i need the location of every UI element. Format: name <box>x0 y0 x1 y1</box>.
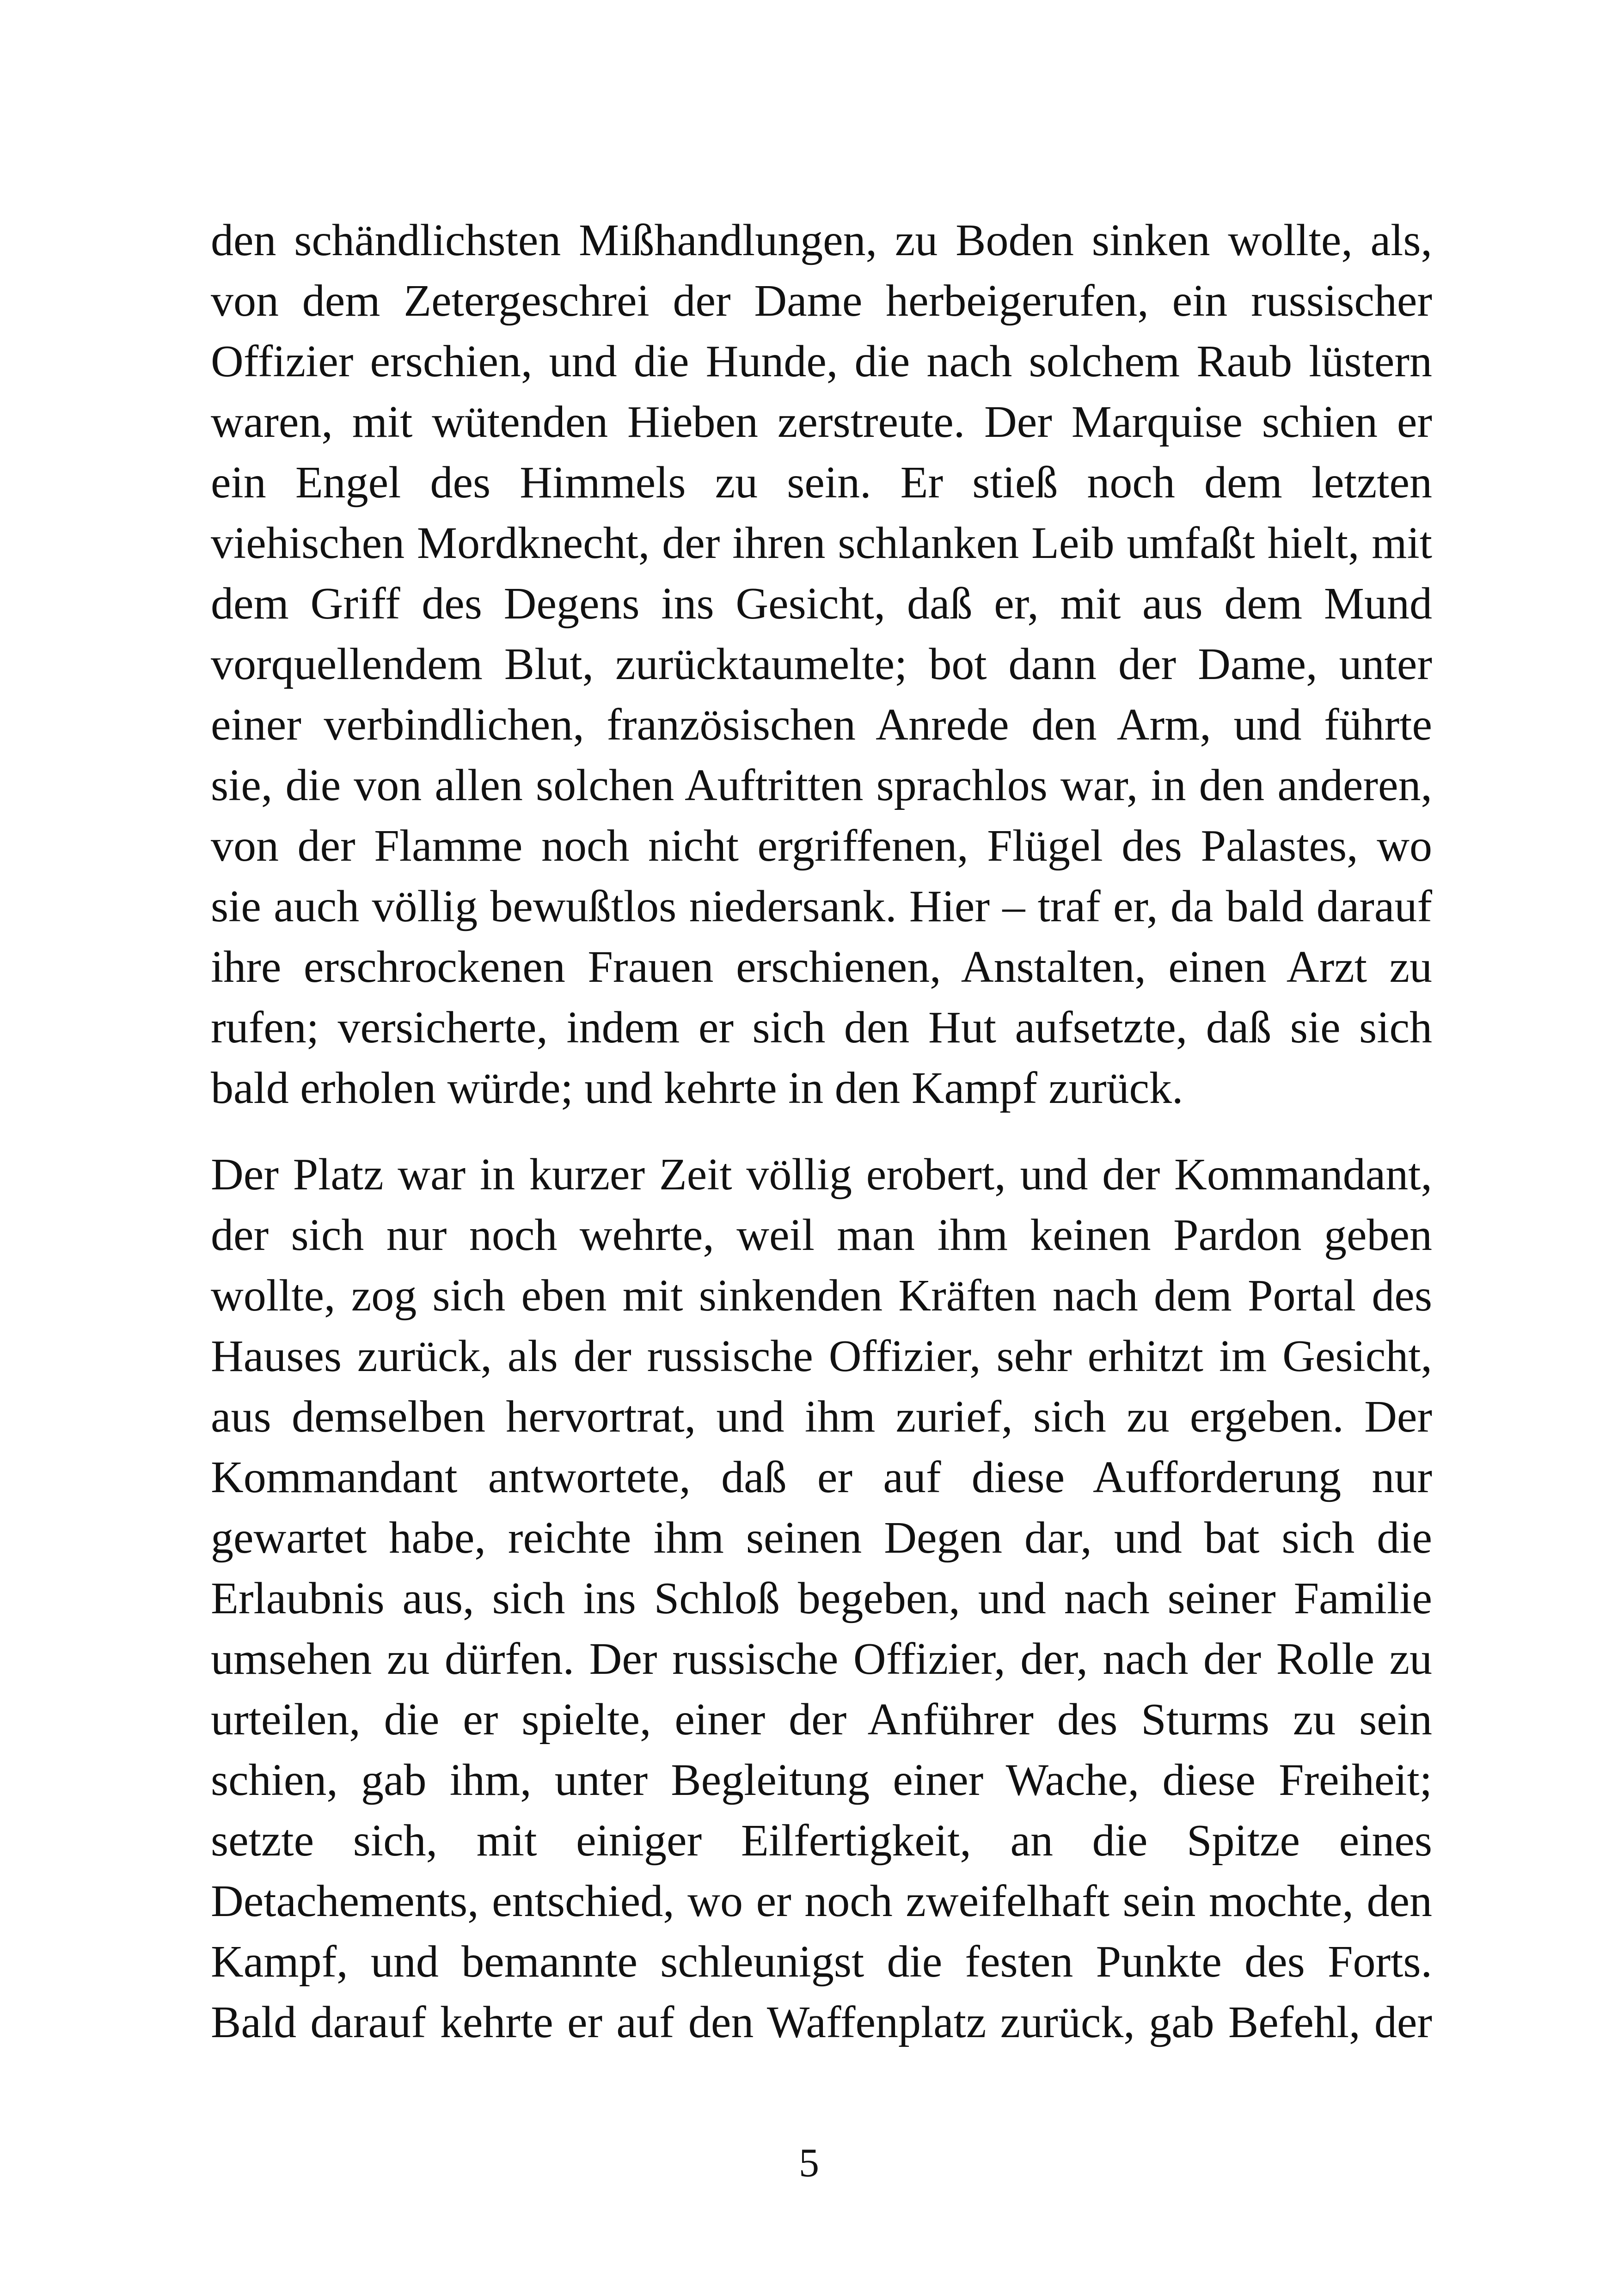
text-line: von der Flamme noch nicht ergriffenen, Flügel des Palastes, wo <box>211 821 1432 871</box>
text-line: bald erholen würde; und kehrte in den Kampf zurück. <box>211 1063 1183 1113</box>
text-line: von dem Zetergeschrei der Dame herbeigerufen, ein russischer <box>211 276 1432 326</box>
paragraph-2 <box>211 1145 1432 2053</box>
text-line: schien, gab ihm, unter Begleitung einer Wache, diese Freiheit; <box>211 1755 1432 1805</box>
paragraph-1 <box>211 210 1432 1119</box>
text-line: Bald darauf kehrte er auf den Waffenplatz zurück, gab Befehl, der <box>211 1997 1432 2047</box>
text-line: ihre erschrockenen Frauen erschienen, Anstalten, einen Arzt zu <box>211 942 1432 992</box>
text-line: sie auch völlig bewußtlos niedersank. Hier – traf er, da bald darauf <box>211 882 1432 931</box>
text-line: der sich nur noch wehrte, weil man ihm keinen Pardon geben <box>211 1210 1432 1260</box>
text-line: Offizier erschien, und die Hunde, die nach solchem Raub lüstern <box>211 337 1432 386</box>
text-line: aus demselben hervortrat, und ihm zurief, sich zu ergeben. Der <box>211 1392 1432 1442</box>
text-line: vorquellendem Blut, zurücktaumelte; bot dann der Dame, unter <box>211 639 1432 689</box>
text-line: gewartet habe, reichte ihm seinen Degen dar, und bat sich die <box>211 1513 1432 1563</box>
text-line: sie, die von allen solchen Auftritten sprachlos war, in den anderen, <box>211 760 1432 810</box>
text-line: wollte, zog sich eben mit sinkenden Kräften nach dem Portal des <box>211 1271 1432 1321</box>
text-line: setzte sich, mit einiger Eilfertigkeit, an die Spitze eines <box>211 1816 1432 1866</box>
text-line: Hauses zurück, als der russische Offizier, sehr erhitzt im Gesicht, <box>211 1331 1432 1381</box>
text-line: urteilen, die er spielte, einer der Anführer des Sturms zu sein <box>211 1695 1432 1745</box>
text-line: viehischen Mordknecht, der ihren schlanken Leib umfaßt hielt, mit <box>211 518 1432 568</box>
text-line: umsehen zu dürfen. Der russische Offizier, der, nach der Rolle zu <box>211 1634 1432 1684</box>
text-line: dem Griff des Degens ins Gesicht, daß er, mit aus dem Mund <box>211 579 1432 629</box>
text-line: Kommandant antwortete, daß er auf diese Aufforderung nur <box>211 1452 1432 1502</box>
text-line: Kampf, und bemannte schleunigst die festen Punkte des Forts. <box>211 1937 1432 1987</box>
text-line: Detachements, entschied, wo er noch zweifelhaft sein mochte, den <box>211 1876 1432 1926</box>
page-number: 5 <box>799 2141 819 2186</box>
text-line: den schändlichsten Mißhandlungen, zu Boden sinken wollte, als, <box>211 215 1432 265</box>
text-line: waren, mit wütenden Hieben zerstreute. Der Marquise schien er <box>211 397 1432 447</box>
text-line: einer verbindlichen, französischen Anrede den Arm, und führte <box>211 700 1432 750</box>
text-line: Der Platz war in kurzer Zeit völlig erobert, und der Kommandant, <box>211 1150 1432 1200</box>
text-line: Erlaubnis aus, sich ins Schloß begeben, und nach seiner Familie <box>211 1574 1432 1623</box>
text-line: ein Engel des Himmels zu sein. Er stieß noch dem letzten <box>211 458 1432 508</box>
text-line: rufen; versicherte, indem er sich den Hut aufsetzte, daß sie sich <box>211 1003 1432 1053</box>
